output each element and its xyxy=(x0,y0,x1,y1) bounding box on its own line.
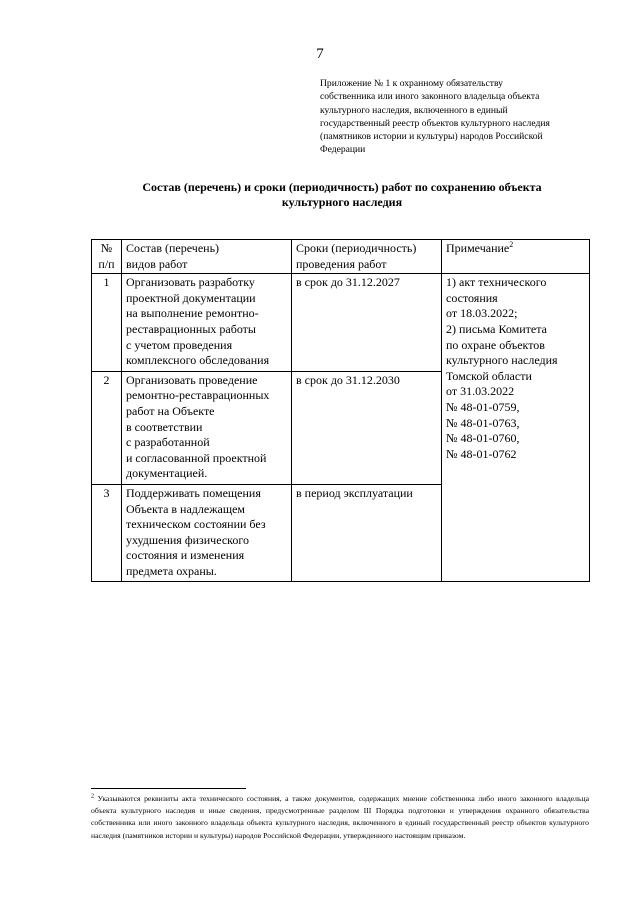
table-header-row xyxy=(92,240,590,274)
appendix-note xyxy=(320,77,582,157)
row-terms: в срок до 31.12.2027 xyxy=(292,274,442,372)
table-row xyxy=(92,274,590,372)
footnote-number: 2 xyxy=(91,793,94,800)
footnote-text: Указываются реквизиты акта технического состояния, а также документов, содержащих мнение собственника либо иного законного владельца объекта культурного наследия и иные сведения, предусмотренные разделом III Порядка подготовки и утверждения охранного обязательства собственника или иного законного владельца объекта культурного наследия, включенного в единый государственный реестр объектов культурного наследия (памятников истории и культуры) народов Российской Федерации, утвержденного настоящим приказом. xyxy=(91,794,590,840)
row-works: Поддерживать помещения Объекта в надлежащем техническом состоянии без ухудшения физического состояния и изменения предмета охраны. xyxy=(122,484,292,582)
appendix-line: собственника или иного законного владельца объекта xyxy=(320,91,540,103)
title-line: Состав (перечень) и сроки (периодичность) работ по сохранению объекта xyxy=(142,180,542,194)
row-number: 1 xyxy=(92,274,122,372)
document-title xyxy=(95,180,589,210)
header-terms: Сроки (периодичность) проведения работ xyxy=(292,240,442,274)
row-number: 2 xyxy=(92,371,122,484)
footnote-divider xyxy=(91,788,246,789)
header-number: № п/п xyxy=(92,240,122,274)
appendix-line: (памятников истории и культуры) народов Российской xyxy=(320,131,543,143)
note-cell: 1) акт технического состояния от 18.03.2022; 2) письма Комитета по охране объектов культурного наследия Томской области от 31.03.2022 № 48-01-0759, № 48-01-0763, № 48-01-0760, № 48-01-0762 xyxy=(442,274,590,582)
row-number: 3 xyxy=(92,484,122,582)
appendix-line: культурного наследия, включенного в единый xyxy=(320,104,508,116)
row-works: Организовать разработку проектной документации на выполнение ремонтно- реставрационных работы с учетом проведения комплексного обследования xyxy=(122,274,292,372)
works-table xyxy=(91,239,590,582)
header-works: Состав (перечень) видов работ xyxy=(122,240,292,274)
row-works: Организовать проведение ремонтно-реставрационных работ на Объекте в соответствии с разработанной и согласованной проектной документацией. xyxy=(122,371,292,484)
title-line: культурного наследия xyxy=(281,195,403,209)
appendix-line: государственный реестр объектов культурного наследия xyxy=(320,117,550,129)
appendix-line: Федерации xyxy=(320,144,366,156)
footnote xyxy=(91,793,589,842)
page-number: 7 xyxy=(316,46,324,62)
row-terms: в период эксплуатации xyxy=(292,484,442,582)
appendix-line: Приложение № 1 к охранному обязательству xyxy=(320,78,503,89)
header-note: Примечание$^2$ xyxy=(442,240,590,274)
footnote-mark: 2 xyxy=(509,240,514,249)
row-terms: в срок до 31.12.2030 xyxy=(292,371,442,484)
